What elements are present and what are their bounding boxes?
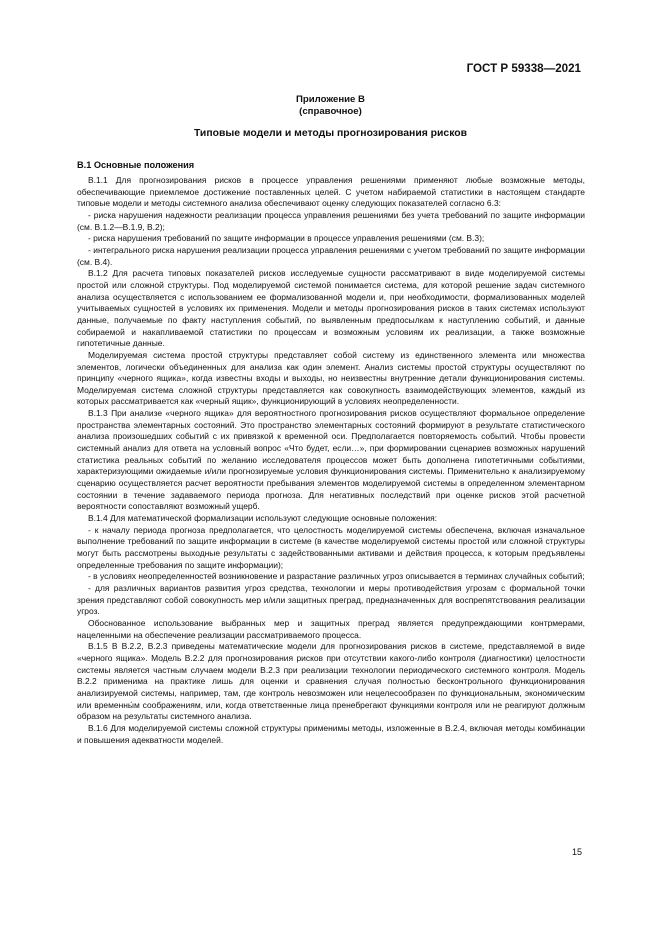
document-title: Типовые модели и методы прогнозирования рисков: [193, 128, 467, 139]
section-body: [77, 175, 585, 746]
appendix-type: (справочное): [299, 105, 362, 117]
paragraph: - интегрального риска нарушения реализации процесса управления решениями с учетом требований по защите информации (см. В.4).: [77, 244, 585, 267]
paragraph: В.1.4 Для математической формализации используют следующие основные положения:: [88, 513, 438, 524]
appendix-title: Приложение В: [296, 94, 365, 105]
section-heading: В.1 Основные положения: [77, 160, 195, 170]
paragraph: Моделируемая система простой структуры представляет собой систему из единственного элемента или множества элементов, логически объединенных для анализа как один элемент. Анализ системы простой структуры осуществляют по принципу «черного ящика», когда известны входы и выходы, но неизвестны внутренние детали функционирования системы. Моделируемая система сложной структуры представляется как совокупность взаимодействующих элементов, каждый из которых рассматривается как «черный ящик», функционирующий в условиях неопределенности.: [77, 349, 585, 407]
paragraph: В.1.3 При анализе «черного ящика» для вероятностного прогнозирования рисков осуществляют формальное определение пространства элементарных состояний. Это пространство элементарных состояний формируют в результате статистического анализа произошедших событий с их привязкой к временной оси. Предполагается повторяемость событий. Чтобы провести системный анализ для ответа на условный вопрос «Что будет, если…», при формировании сценариев возможных нарушений статистика реальных событий по желанию исследователя процессов может быть дополнена гипотетичными событиями, характеризующими ожидаемые и/или прогнозируемые условия функционирования системы. Применительно к анализируемому сценарию осуществляется расчет вероятности пребывания элементов моделируемой системы в определенном элементарном состоянии в течение задаваемого периода прогноза. Для негативных последствий при оценке рисков этой расчетной вероятности сопоставляют возможный ущерб.: [77, 408, 585, 512]
paragraph: В.1.6 Для моделируемой системы сложной структуры применимы методы, изложенные в В.2.4, включая методы комбинации и повышения адекватности моделей.: [77, 722, 585, 745]
paragraph: Обоснованное использование выбранных мер и защитных преград является предупреждающими контрмерами, нацеленными на обеспечение реализации рассматриваемого процесса.: [77, 617, 585, 640]
appendix-heading: [0, 94, 661, 117]
paragraph: В.1.5 В В.2.2, В.2.3 приведены математические модели для прогнозирования рисков в системе, представляемой в виде «черного ящика». Модель В.2.2 для прогнозирования рисков при отсутствии какого-либо контроля (диагностики) целостности системы является частным случаем модели В.2.3 при реализации технологии периодического системного контроля. Модель В.2.2 применима на практике лишь для оценки и сравнения случая полностью бесконтрольного функционирования анализируемой системы, например, там, где контроль невозможен или нецелесообразен по функциональным, экономическим или временны́м соображениям, или, когда ответственные лица пренебрегают функциями контроля или не реагируют должным образом на результаты системного анализа.: [77, 641, 585, 722]
paragraph: - в условиях неопределенностей возникновение и разрастание различных угроз описывается в терминах случайных событий;: [88, 571, 585, 582]
paragraph: В.1.1 Для прогнозирования рисков в процессе управления решениями применяют любые возможные методы, обеспечивающие приемлемое достижение поставленных целей. С учетом набираемой статистики в настоящем стандарте типовые модели и методы системного анализа обеспечивают оценку следующих показателей согласно 6.3:: [77, 175, 585, 209]
page-number: 15: [571, 847, 582, 857]
standard-code: ГОСТ Р 59338—2021: [466, 62, 581, 75]
paragraph: - риска нарушения надежности реализации процесса управления решениями без учета требований по защите информации (см. В.1.2—В.1.9, В.2);: [77, 209, 585, 232]
paragraph: В.1.2 Для расчета типовых показателей рисков исследуемые сущности рассматривают в виде моделируемой системы простой или сложной структуры. Под моделируемой системой понимается система, для которой решение задач системного анализа осуществляется с использованием ее формализованной модели и, при необходимости, формализованных моделей учитываемых сущностей в условиях их применения. Модели и методы прогнозирования рисков в таких системах используют данные, получаемые по факту наступления событий, по выявленным предпосылкам к наступлению событий, и данные собираемой и накапливаемой статистики по процессам и возможным условиям их реализации, а также возможные гипотетичные данные.: [77, 268, 585, 349]
paragraph: - для различных вариантов развития угроз средства, технологии и меры противодействия угрозам с формальной точки зрения представляют собой совокупность мер и/или защитных преград, предназначенных для воспрепятствования реализации угроз.: [77, 582, 585, 617]
paragraph: - риска нарушения требований по защите информации в процессе управления решениями (см. В.3);: [88, 233, 485, 244]
paragraph: - к началу периода прогноза предполагается, что целостность моделируемой системы обеспечена, включая изначальное выполнение требований по защите информации в системе (в качестве моделируемой системы простой или сложной структуры могут быть рассмотрены выходные результаты с задействованными активами и действия процесса, к которым предъявлены определенные требования по защите информации);: [77, 524, 585, 570]
